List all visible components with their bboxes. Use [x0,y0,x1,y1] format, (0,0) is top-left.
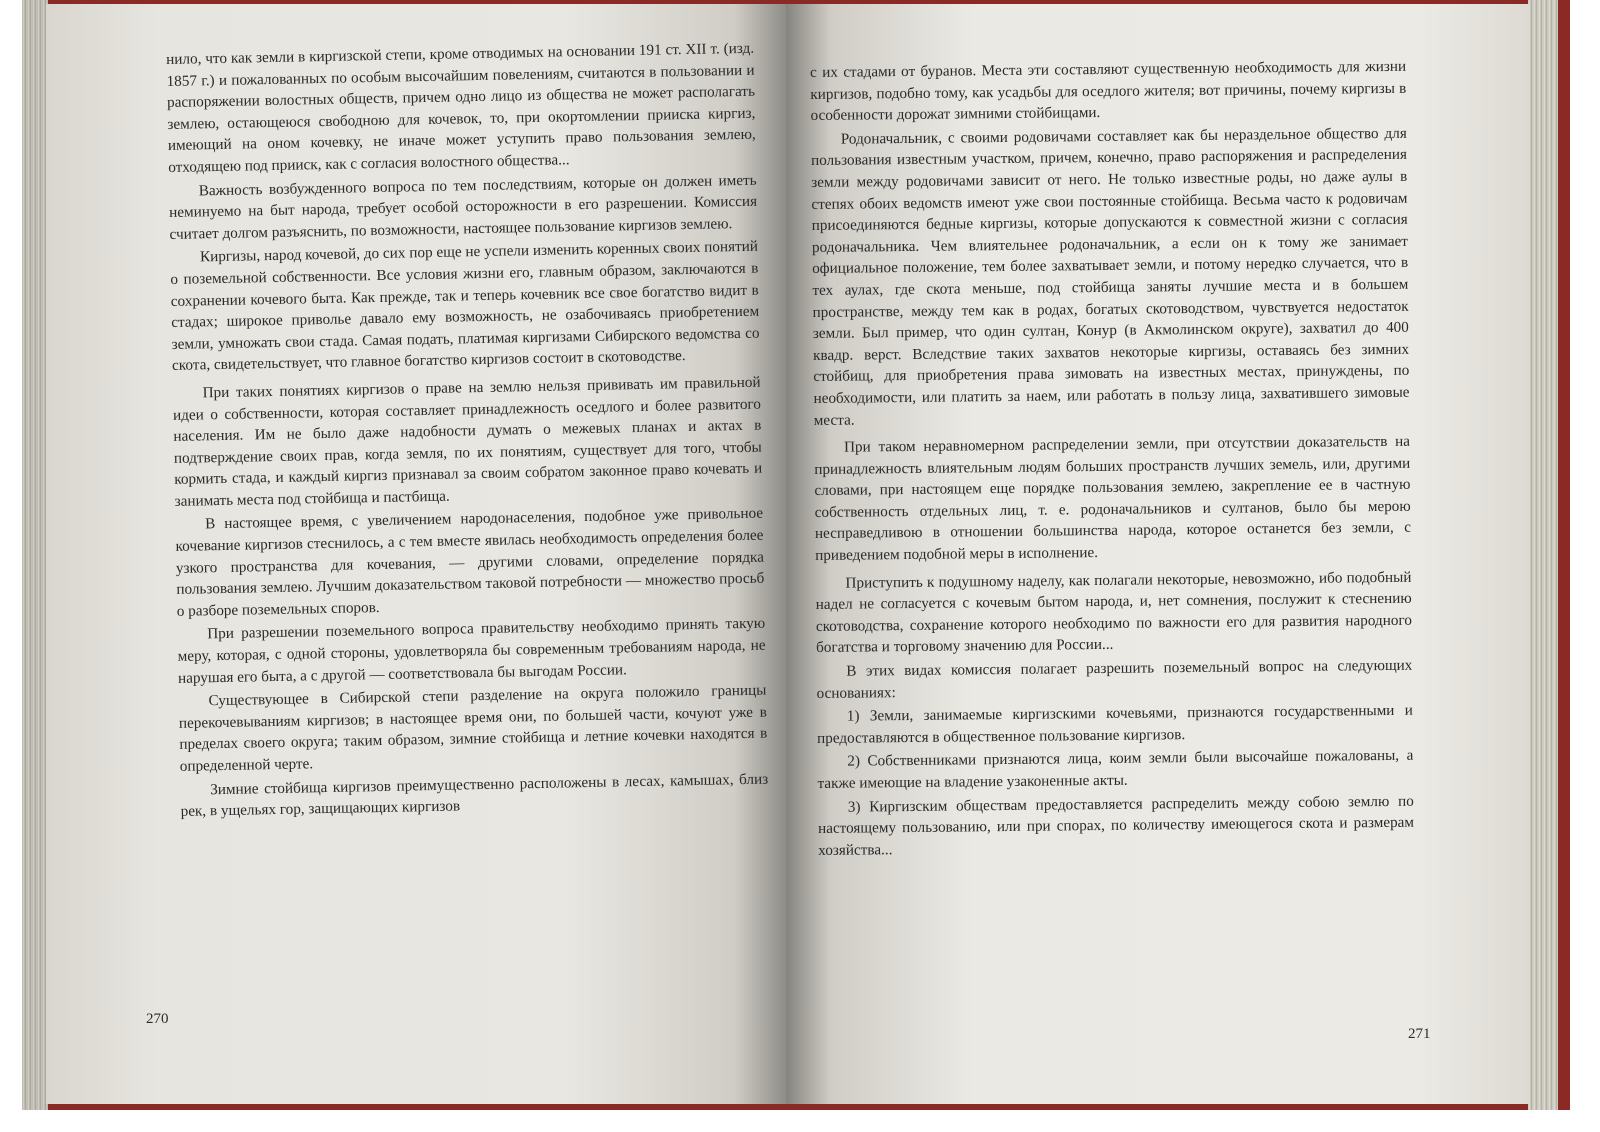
left-page-text [166,38,769,825]
right-page-text [810,56,1414,864]
paragraph: 1) Земли, занимаемые киргизскими кочевьями, признаются государственными и предоставляются в общественное пользование киргизов. [816,701,1413,747]
paragraph: с их стадами от буранов. Места эти составляют существенную необходимость для жизни киргизов, подобно тому, как усадьбы для оседлого жителя; вот причины, почему киргизы в особенности дорожат зимними стойбищами. [810,57,1407,125]
paragraph: Киргизы, народ кочевой, до сих пор еще не успели изменить коренных своих понятий о поземельной собственности. Все условия жизни его, главным образом, заключаются в сохранении кочевого быта. Как прежде, так и теперь кочевник все свое богатство видит в стадах; широкое приволье давало ему возможность, не озабочиваясь приобретением земли, умножать свои стада. Самая подать, платимая киргизами Сибирского ведомства со скота, свидетельствует, что главное богатство киргизов состоит в скотоводстве. [170,238,760,375]
paragraph: Существующее в Сибирской степи разделение на округа положило границы перекочевываниям киргизов; в настоящее время они, по большей части, кочуют уже в пределах своего округа; таким образом, зимние стойбища и летние кочевки находятся в определенной черте. [178,681,768,775]
page-edges-right [1528,0,1558,1110]
page-number-left: 270 [146,1011,169,1027]
paragraph: Важность возбужденного вопроса по тем последствиям, которые он должен иметь неминуемо на быт народа, требует особой осторожности в его разрешении. Комиссия считает долгом разъяснить, по возможности, настоящее пользование киргизов землею. [168,171,758,243]
paragraph: 3) Киргизским обществам предоставляется распределить между собою землю по настоящему пользованию, или при спорах, по количеству имеющегося скота и размерам хозяйства... [817,792,1415,859]
right-page [786,4,1530,1104]
paragraph: При таком неравномерном распределении земли, при отсутствии доказательств на принадлежность влиятельным людям больших пространств лучших земель, или, другими словами, при настоящем еще порядке пользования землею, закрепление ее в частную собственность отдельных лиц, т. е. родоначальников и султанов, было бы мерою несправедливою в отношении большинства народа, которое останется без земли, с приведением подобной меры в исполнение. [814,432,1411,565]
paragraph: В настоящее время, с увеличением народонаселения, подобное уже привольное кочевание киргизов стеснилось, а с тем вместе явилась необходимость определения более узкого пространства для кочевания, — другими словами, определение порядка пользования землею. Лучшим доказательством таковой потребности — множество просьб о разборе поземельных споров. [175,505,765,620]
paragraph: Родоначальник, с своими родовичами составляет как бы нераздельное общество для пользования известным участком, причем, конечно, право распоряжения и распределения земли между родовичами зависит от него. Не только известные роды, но даже аулы в степях обоих ведомств имеют уже свои постоянные стойбища. Весьма часто к родовичам присоединяются бедные киргизы, которые допускаются к совместной жизни с согласия родоначальника. Чем влиятельнее родоначальник, а если он к тому же занимает официальное положение, тем более захватывает земли, и потому нередко случается, что в тех аулах, где скота меньше, под стойбища заняты лучшие места и в большем пространстве, между тем как в родах, богатых скотоводством, чувствуется недостаток земли. Был пример, что один султан, Конур (в Акмолинском округе), захватил до 400 квадр. верст. Вследствие таких захватов некоторые киргизы, оставаясь без зимних стойбищ, для приобретения права зимовать на известных местах, принуждены, по необходимости, или платить за наем, или работать в пользу лица, захватившего зимовые места. [810,124,1410,429]
page-number-right: 271 [1408,1026,1431,1042]
paragraph: Зимние стойбища киргизов преимущественно расположены в лесах, камышах, близ рек, в ущельях гор, защищающих киргизов [180,770,769,821]
left-page [46,4,786,1104]
paragraph: Приступить к подушному наделу, как полагали некоторые, невозможно, ибо подобный надел не согласуется с кочевым бытом народа, и, нет сомнения, послужит к стеснению скотоводства, сохранение которого необходимо по важности его для развития народного богатства и торговому значению для России... [815,568,1412,657]
page-edges-left [22,0,48,1110]
paragraph: При разрешении поземельного вопроса правительству необходимо принять такую меру, которая, с одной стороны, удовлетворяла бы современным требованиям народа, не нарушая его быта, а с другой — соответствовала бы выгодам России. [177,615,766,687]
paragraph: В этих видах комиссия полагает разрешить поземельный вопрос на следующих основаниях: [816,656,1413,702]
paragraph: 2) Собственниками признаются лица, коим земли были высочайше пожалованы, а также имеющие на владение узаконенные акты. [817,747,1414,792]
paragraph: нило, что как земли в киргизской степи, кроме отводимых на основании 191 ст. XII т. (изд. 1857 г.) и пожалованных по особым высочайшим повелениям, считаются в пользовании и распоряжении волостных обществ, причем одно лицо из общества не может располагать землею, остающеюся свободною для кочевок, то, при окортомлении прииска киргиз, имеющий на оном кочевку, не иначе может уступить право пользования землею, отходящею под прииск, как с согласия волостного общества... [166,39,756,176]
paragraph: При таких понятиях киргизов о праве на землю нельзя прививать им правильной идеи о собственности, которая составляет принадлежность оседлого и более развитого населения. Им не было даже надобности думать о межевых планах и актах в подтверждение своих прав, когда земля, по их понятиям, существует для того, чтобы кормить стада, и каждый киргиз признавал за своим собратом законное право кочевать и занимать места под стойбища и пастбища. [172,373,763,510]
